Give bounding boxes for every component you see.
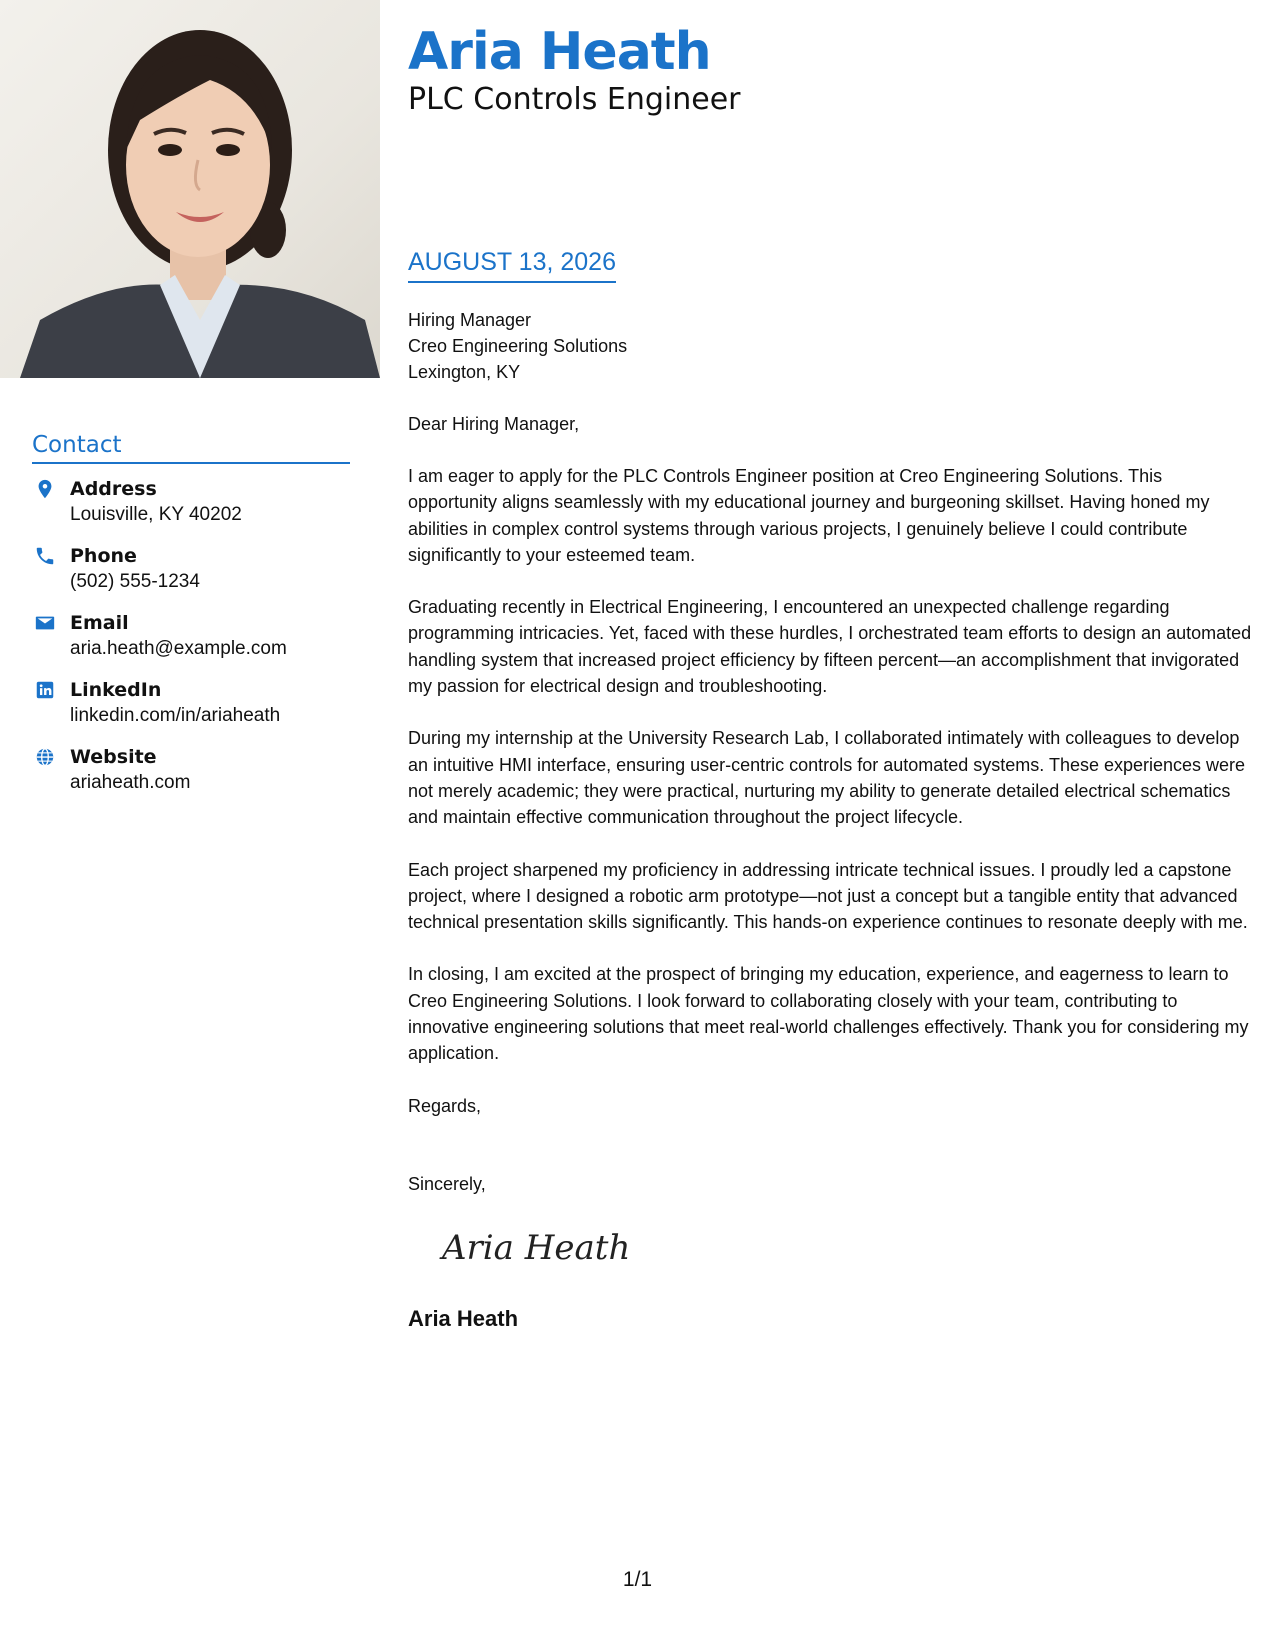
profile-photo xyxy=(0,0,380,378)
linkedin-label: LinkedIn xyxy=(70,679,162,701)
applicant-title: PLC Controls Engineer xyxy=(408,82,741,117)
website-label: Website xyxy=(70,746,157,768)
email-value[interactable]: aria.heath@example.com xyxy=(70,638,287,659)
signer-name: Aria Heath xyxy=(408,1305,519,1331)
recipient-line: Hiring Manager xyxy=(408,310,532,330)
email-icon xyxy=(34,612,56,634)
body-paragraph: In closing, I am excited at the prospect of bringing my education, experience, and eagerness to learn to Creo Engineering Solutions. I look forward to collaborating closely with your team, contributing to innovative engineering solutions that meet real-world challenges effectively. Thank you for considering my application. xyxy=(408,964,1249,1064)
location-pin-icon xyxy=(34,478,56,500)
email-label: Email xyxy=(70,612,129,634)
recipient-line: Lexington, KY xyxy=(408,362,521,382)
contact-phone xyxy=(32,543,350,594)
signature-image xyxy=(438,1217,668,1277)
body-paragraph: During my internship at the University Research Lab, I collaborated intimately with colleagues to develop an intuitive HMI interface, ensuring user-centric controls for automated systems. These experiences were not merely academic; they were practical, nurturing my ability to generate detailed electrical schematics and maintain effective communication throughout the project lifecycle. xyxy=(408,728,1246,828)
letter-date: AUGUST 13, 2026 xyxy=(408,248,616,283)
contact-linkedin xyxy=(32,677,350,728)
recipient-line: Creo Engineering Solutions xyxy=(408,336,628,356)
letter-body xyxy=(408,463,1253,1067)
contact-email xyxy=(32,610,350,661)
phone-label: Phone xyxy=(70,545,137,567)
phone-icon xyxy=(34,545,56,567)
body-paragraph: Each project sharpened my proficiency in addressing intricate technical issues. I proudly led a capstone project, where I designed a robotic arm prototype—not just a concept but a tangible entity that advanced technical presentation skills significantly. This hands-on experience continues to resonate deeply with me. xyxy=(408,859,1248,933)
page-number: 1/1 xyxy=(622,1568,653,1591)
signature-text: Aria Heath xyxy=(442,1227,631,1268)
linkedin-value[interactable]: linkedin.com/in/ariaheath xyxy=(70,705,281,726)
contact-heading: Contact xyxy=(32,432,350,464)
contact-sidebar xyxy=(32,432,350,811)
recipient-block xyxy=(408,307,1253,385)
body-paragraph: Graduating recently in Electrical Engineering, I encountered an unexpected challenge regarding programming intricacies. Yet, faced with these hurdles, I orchestrated team efforts to design an automated handling system that increased project efficiency by fifteen percent—an accomplishment that invigorated my passion for electrical design and troubleshooting. xyxy=(408,597,1252,697)
portrait-illustration xyxy=(0,0,380,378)
website-value[interactable]: ariaheath.com xyxy=(70,772,191,793)
globe-icon xyxy=(34,746,56,768)
phone-value[interactable]: (502) 555-1234 xyxy=(70,571,200,592)
closing-sincerely: Sincerely, xyxy=(408,1173,486,1194)
closing-regards: Regards, xyxy=(408,1095,482,1116)
letter-main xyxy=(408,0,1253,1332)
contact-address xyxy=(32,476,350,527)
address-label: Address xyxy=(70,478,157,500)
linkedin-icon xyxy=(34,679,56,701)
salutation: Dear Hiring Manager, xyxy=(408,414,580,434)
address-value: Louisville, KY 40202 xyxy=(70,504,242,525)
applicant-name: Aria Heath xyxy=(408,22,711,82)
contact-website xyxy=(32,744,350,795)
body-paragraph: I am eager to apply for the PLC Controls Engineer position at Creo Engineering Solutions. This opportunity aligns seamlessly with my educational journey and burgeoning skillset. Having honed my abilities in complex control systems through various projects, I genuinely believe I could contribute significantly to your esteemed team. xyxy=(408,466,1210,565)
